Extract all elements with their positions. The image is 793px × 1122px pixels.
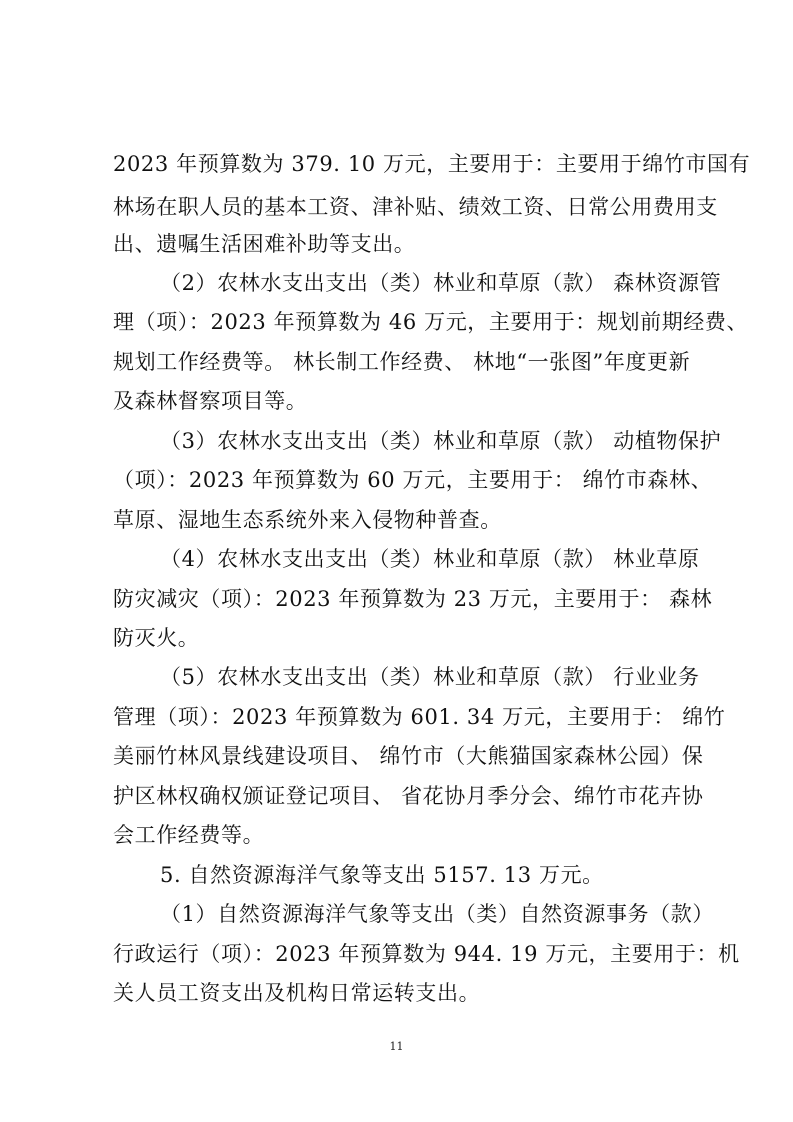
text-line: 管理（项）：2023 年预算数为 601. 34 万元，主要用于： 绵竹 [113, 705, 726, 729]
text-line: 规划工作经费等。 林长制工作经费、 林地“一张图”年度更新 [113, 350, 691, 374]
text-line: 关人员工资支出及机构日常运转支出。 [113, 981, 481, 1005]
text-line: （项）：2023 年预算数为 60 万元，主要用于： 绵竹市森林、 [113, 468, 713, 492]
text-line: （2）农林水支出支出（类）林业和草原（款） 森林资源管 [160, 271, 722, 295]
text-line: 林场在职人员的基本工资、津补贴、绩效工资、日常公用费用支 [113, 195, 718, 219]
text-line: 防灾减灾（项）：2023 年预算数为 23 万元，主要用于： 森林 [113, 587, 713, 611]
text-line: 2023 年预算数为 379. 10 万元，主要用于：主要用于绵竹市国有 [113, 152, 751, 176]
page-number: 11 [389, 1040, 404, 1053]
text-line: 理（项）：2023 年预算数为 46 万元，主要用于：规划前期经费、 [113, 310, 749, 334]
text-line: （4）农林水支出支出（类）林业和草原（款） 林业草原 [160, 547, 700, 571]
text-line: （3）农林水支出支出（类）林业和草原（款） 动植物保护 [160, 429, 722, 453]
text-line: 美丽竹林风景线建设项目、 绵竹市（大熊猫国家森林公园）保 [113, 744, 704, 768]
text-line: 草原、湿地生态系统外来入侵物种普查。 [113, 508, 502, 532]
text-line: （5）农林水支出支出（类）林业和草原（款） 行业业务 [160, 665, 700, 689]
text-line: 护区林权确权颁证登记项目、 省花协月季分会、绵竹市花卉协 [113, 784, 704, 808]
text-line: 防灭火。 [113, 626, 200, 650]
text-line: 5. 自然资源海洋气象等支出 5157. 13 万元。 [160, 863, 604, 887]
text-line: （1）自然资源海洋气象等支出（类）自然资源事务（款） [160, 902, 714, 926]
text-line: 及森林督察项目等。 [113, 389, 308, 413]
text-line: 出、遗嘱生活困难补助等支出。 [113, 232, 416, 256]
text-line: 行政运行（项）：2023 年预算数为 944. 19 万元，主要用于：机 [113, 942, 740, 966]
text-line: 会工作经费等。 [113, 823, 265, 847]
